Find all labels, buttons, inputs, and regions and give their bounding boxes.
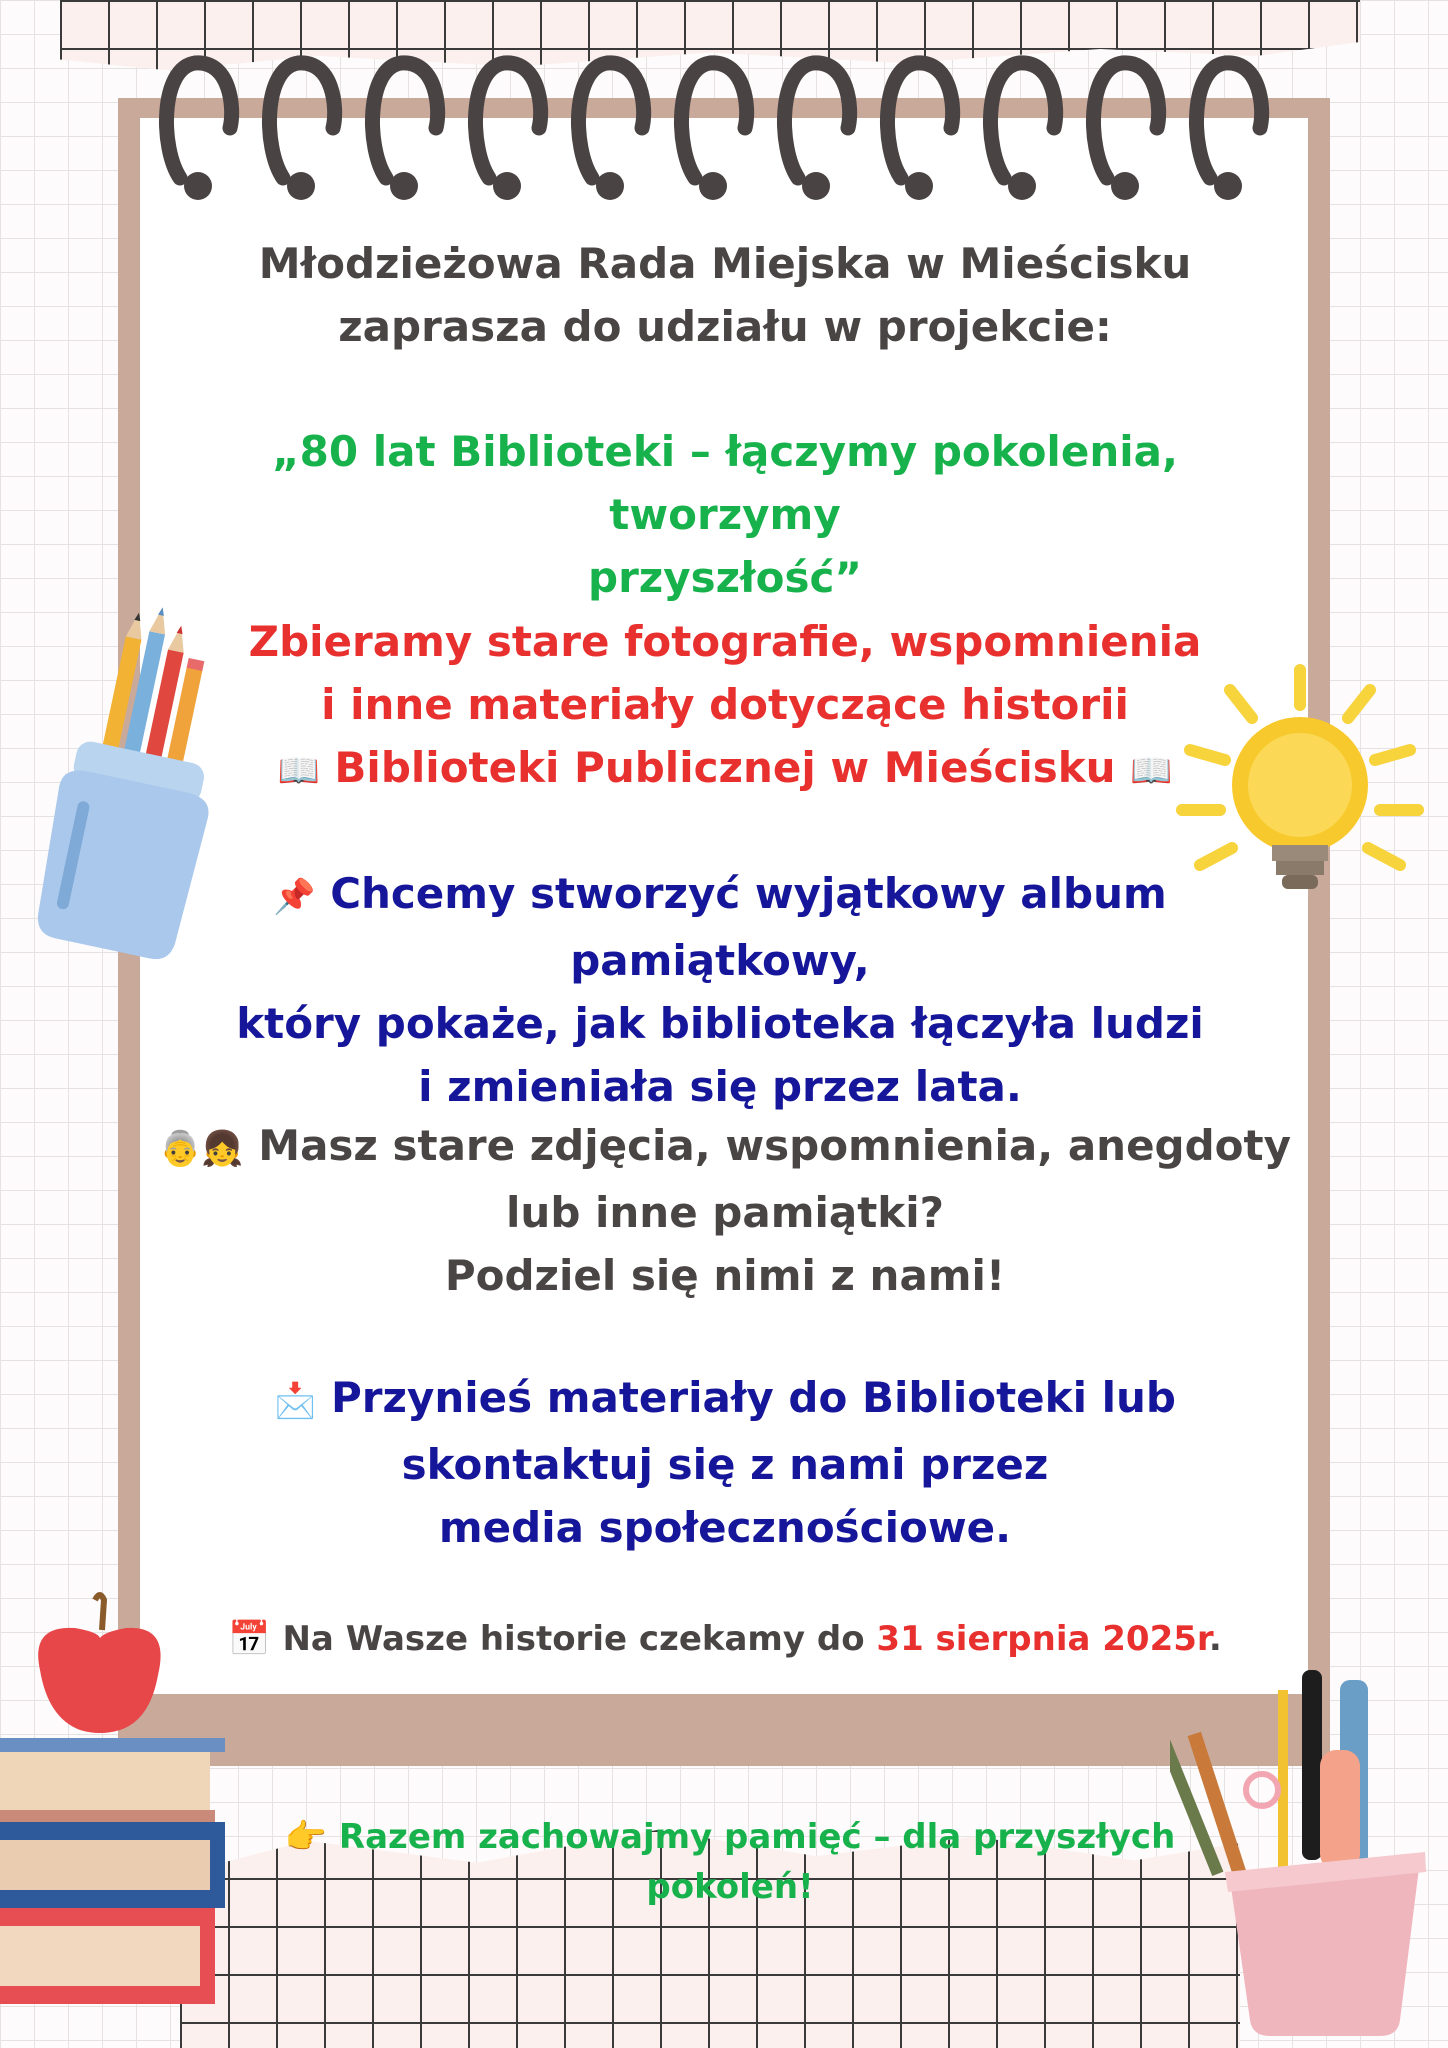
pointing-hand-icon: 👉 xyxy=(284,1817,328,1857)
light-bulb-illustration xyxy=(1160,660,1440,920)
goal-line-2: który pokaże, jak biblioteka łączyła ludzi xyxy=(236,999,1204,1048)
question-line-1: Masz stare zdjęcia, wspomnienia, anegdoty xyxy=(258,1121,1291,1170)
contact-line-1-wrap xyxy=(150,1366,1300,1433)
contact-line-1: Przynieś materiały do Biblioteki lub xyxy=(331,1373,1176,1422)
goal-section xyxy=(120,862,1320,1118)
deadline-section xyxy=(150,1614,1300,1664)
header-line-1: Młodzieżowa Rada Miejska w Mieścisku xyxy=(258,239,1192,288)
footer-text: Razem zachowajmy pamięć – dla przyszłych pokoleń! xyxy=(338,1817,1176,1907)
question-line-3: Podziel się nimi z nami! xyxy=(444,1251,1006,1300)
goal-line-3: i zmieniała się przez lata. xyxy=(418,1062,1022,1111)
deadline-text: Na Wasze historie czekamy do xyxy=(282,1619,865,1659)
question-line-2: lub inne pamiątki? xyxy=(506,1188,944,1237)
project-title xyxy=(150,420,1300,609)
deadline-date: 31 sierpnia 2025r xyxy=(876,1619,1209,1659)
header-line-2: zaprasza do udziału w projekcie: xyxy=(338,302,1112,351)
books-and-apple-illustration xyxy=(0,1590,240,2020)
header xyxy=(150,232,1300,358)
project-title-line-2: przyszłość” xyxy=(588,553,862,602)
collect-line-2: i inne materiały dotyczące historii xyxy=(321,680,1129,729)
collect-line-3-wrap xyxy=(150,736,1300,803)
contact-line-3: media społecznościowe. xyxy=(438,1503,1012,1552)
collect-section xyxy=(150,610,1300,803)
envelope-arrow-icon: 📩 xyxy=(274,1381,317,1421)
collect-line-1: Zbieramy stare fotografie, wspomnienia xyxy=(248,617,1202,666)
question-section xyxy=(150,1114,1300,1307)
question-line-1-wrap xyxy=(150,1114,1300,1181)
goal-line-1: Chcemy stworzyć wyjątkowy album pamiątkowy, xyxy=(330,869,1167,985)
calendar-icon: 📅 xyxy=(228,1619,271,1659)
footer-slogan xyxy=(210,1812,1250,1912)
goal-line-1-wrap xyxy=(120,862,1320,992)
collect-line-3: Biblioteki Publicznej w Mieścisku xyxy=(334,743,1116,792)
open-book-icon: 📖 xyxy=(1130,751,1173,791)
open-book-icon: 📖 xyxy=(277,751,320,791)
contact-line-2: skontaktuj się z nami przez xyxy=(401,1440,1049,1489)
grandparent-child-icon: 👵👧 xyxy=(159,1129,244,1169)
pen-cup-illustration xyxy=(1170,1650,1440,2040)
project-title-line-1: „80 lat Biblioteki – łączymy pokolenia, tworzymy xyxy=(272,427,1178,539)
pencil-jar-illustration xyxy=(18,600,238,960)
spiral-rings xyxy=(150,38,1270,218)
pushpin-icon: 📌 xyxy=(273,877,316,917)
deadline-end: . xyxy=(1208,1619,1222,1659)
contact-section xyxy=(150,1366,1300,1559)
